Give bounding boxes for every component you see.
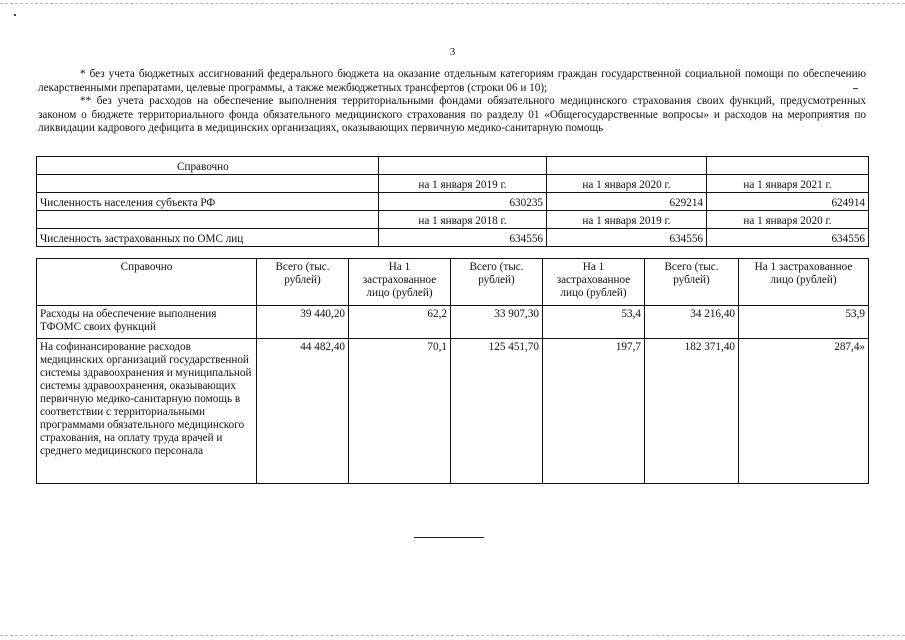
date-header: на 1 января 2019 г. (379, 175, 547, 193)
row-label: Расходы на обеспечение выполнения ТФОМС своих функций (37, 306, 257, 339)
insured-value: 634556 (379, 229, 547, 247)
table-cell: 53,4 (543, 306, 645, 339)
footnotes (38, 68, 866, 136)
footnote-1: * без учета бюджетных ассигнований федерального бюджета на оказание отдельным категориям граждан государственной социальной помощи по обеспечению лекарственными препаратами, целевые программы, а также межбюджетных трансфертов (строки 06 и 10); (38, 68, 866, 94)
expense-header-row (37, 259, 869, 306)
column-header: Всего (тыс. рублей) (257, 259, 349, 306)
table-cell: 33 907,30 (451, 306, 543, 339)
scan-edge-bottom (0, 635, 905, 636)
table-cell: 287,4» (739, 339, 869, 484)
table-row (37, 306, 869, 339)
table-cell: 39 440,20 (257, 306, 349, 339)
reference-table (36, 156, 869, 247)
row-label: На софинансирование расходов медицинских организаций государственной системы здравоохранения и муниципальной системы здравоохранения, оказывающих первичную медико-санитарную помощь в соответствии с территориальными программами обязательного медицинского страхования, на оплату труда врачей и среднего медицинского персонала (37, 339, 257, 484)
scan-edge-top (0, 3, 905, 4)
column-header: Справочно (37, 259, 257, 306)
expense-table (36, 258, 869, 484)
table-cell: 53,9 (739, 306, 869, 339)
table-cell: 197,7 (543, 339, 645, 484)
end-separator-line (414, 537, 484, 538)
date-header: на 1 января 2021 г. (707, 175, 869, 193)
date-header: на 1 января 2020 г. (547, 175, 707, 193)
table-cell (707, 157, 869, 175)
row-label: Численность застрахованных по ОМС лиц (37, 229, 379, 247)
column-header: На 1 застрахованное лицо (рублей) (543, 259, 645, 306)
table-row (37, 339, 869, 484)
table-cell (379, 157, 547, 175)
table-cell: 34 216,40 (645, 306, 739, 339)
column-header: Всего (тыс. рублей) (451, 259, 543, 306)
page-number: 3 (449, 46, 456, 58)
date-header: на 1 января 2019 г. (547, 211, 707, 229)
table-cell: 70,1 (349, 339, 451, 484)
population-row (37, 193, 869, 211)
population-dates-row (37, 175, 869, 193)
insured-row (37, 229, 869, 247)
reference-title: Справочно (37, 157, 379, 175)
scan-speck (14, 14, 16, 16)
reference-title-row (37, 157, 869, 175)
insured-value: 634556 (707, 229, 869, 247)
table-cell: 44 482,40 (257, 339, 349, 484)
footnote-2: ** без учета расходов на обеспечение выполнения территориальными фондами обязательного медицинского страхования своих функций, предусмотренных законом о бюджете территориального фонда обязательного медицинского страхования по разделу 01 «Общегосударственные вопросы» и расходов на мероприятия по ликвидации кадрового дефицита в медицинских организациях, оказывающих первичную медико-санитарную помощь (38, 95, 866, 135)
population-value: 629214 (547, 193, 707, 211)
table-cell (547, 157, 707, 175)
date-header: на 1 января 2020 г. (707, 211, 869, 229)
row-label: Численность населения субъекта РФ (37, 193, 379, 211)
insured-dates-row (37, 211, 869, 229)
table-cell (37, 175, 379, 193)
table-cell (37, 211, 379, 229)
insured-value: 634556 (547, 229, 707, 247)
column-header: На 1 застрахованное лицо (рублей) (739, 259, 869, 306)
column-header: Всего (тыс. рублей) (645, 259, 739, 306)
table-cell: 62,2 (349, 306, 451, 339)
population-value: 630235 (379, 193, 547, 211)
column-header: На 1 застрахованное лицо (рублей) (349, 259, 451, 306)
table-cell: 125 451,70 (451, 339, 543, 484)
population-value: 624914 (707, 193, 869, 211)
date-header: на 1 января 2018 г. (379, 211, 547, 229)
table-cell: 182 371,40 (645, 339, 739, 484)
